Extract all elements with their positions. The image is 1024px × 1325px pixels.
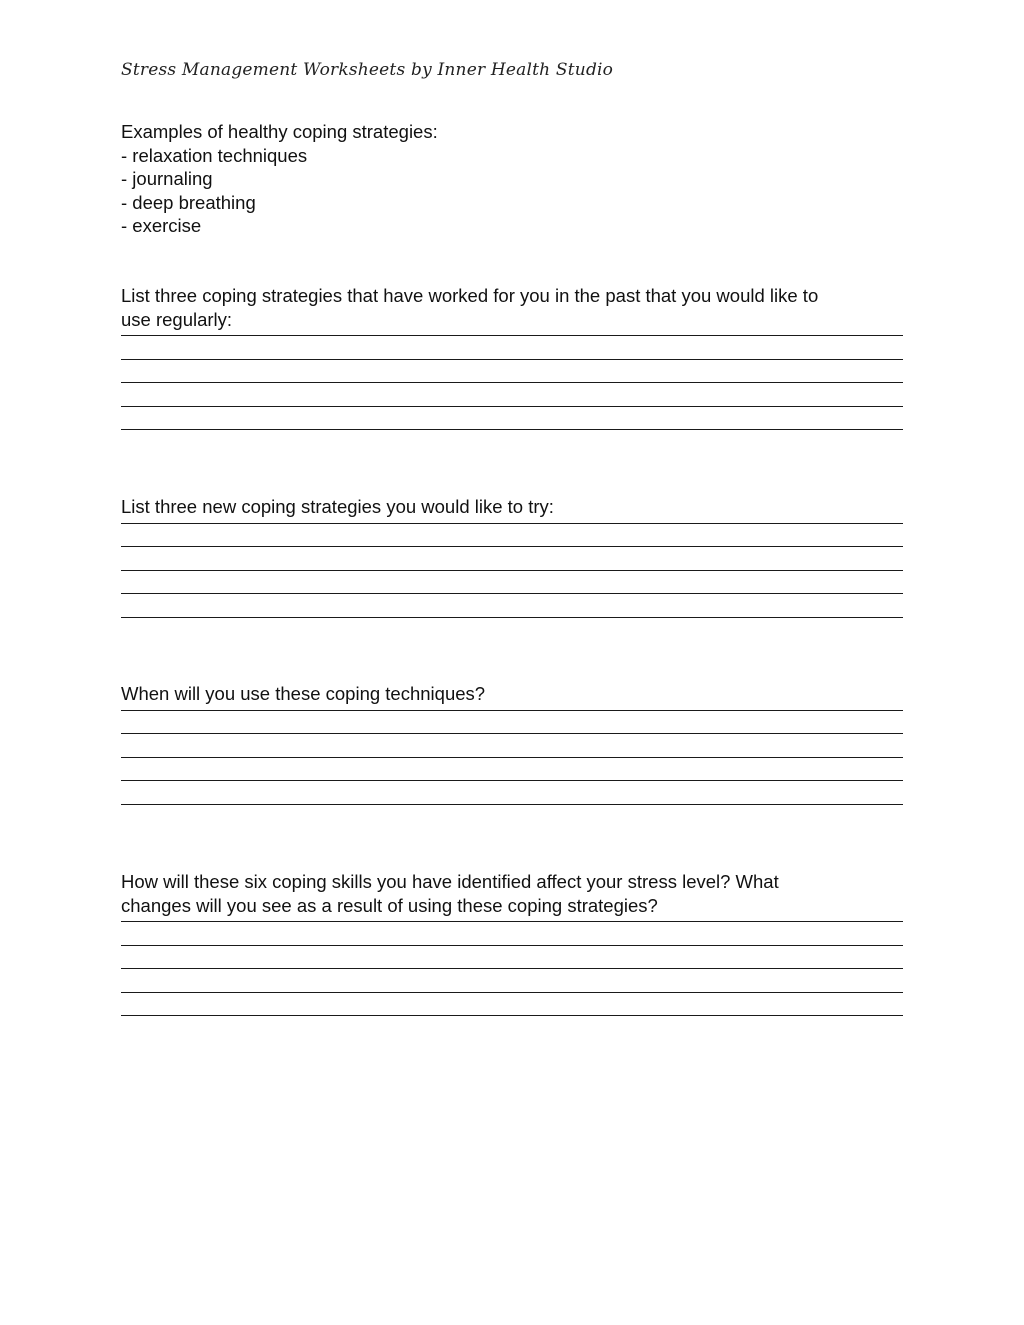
- question-1-answer-lines[interactable]: [121, 331, 903, 430]
- worksheet-header: Stress Management Worksheets by Inner Health Studio: [121, 60, 614, 80]
- question-3-prompt: [121, 682, 903, 706]
- answer-line[interactable]: [121, 758, 903, 782]
- question-2-prompt-line-1: List three new coping strategies you would like to try:: [121, 496, 554, 517]
- answer-line[interactable]: [121, 407, 903, 431]
- answer-line[interactable]: [121, 571, 903, 595]
- answer-line[interactable]: [121, 336, 903, 360]
- question-4-prompt: [121, 870, 903, 917]
- question-1-prompt-line-1: List three coping strategies that have worked for you in the past that you would like to: [121, 285, 819, 306]
- answer-line[interactable]: [121, 711, 903, 735]
- answer-line[interactable]: [121, 781, 903, 805]
- answer-line[interactable]: [121, 922, 903, 946]
- question-4-prompt-line-1: How will these six coping skills you have identified affect your stress level? What: [121, 871, 779, 892]
- answer-line[interactable]: [121, 734, 903, 758]
- answer-line[interactable]: [121, 594, 903, 618]
- question-2-answer-lines[interactable]: [121, 519, 903, 618]
- question-4-prompt-line-2: changes will you see as a result of using these coping strategies?: [121, 894, 658, 916]
- answer-line[interactable]: [121, 547, 903, 571]
- answer-line[interactable]: [121, 969, 903, 993]
- example-item: - journaling: [121, 168, 213, 189]
- answer-line[interactable]: [121, 383, 903, 407]
- question-1-section: [121, 284, 903, 430]
- question-2-prompt: [121, 495, 903, 519]
- answer-line[interactable]: [121, 993, 903, 1017]
- answer-line[interactable]: [121, 524, 903, 548]
- question-2-section: [121, 495, 903, 618]
- question-3-section: [121, 682, 903, 805]
- example-item: - deep breathing: [121, 191, 256, 213]
- question-4-section: [121, 870, 903, 1016]
- example-item: - relaxation techniques: [121, 144, 308, 166]
- question-1-prompt-line-2: use regularly:: [121, 308, 233, 330]
- examples-section: [121, 120, 903, 238]
- example-item: - exercise: [121, 215, 202, 236]
- answer-line[interactable]: [121, 360, 903, 384]
- question-1-prompt: [121, 284, 903, 331]
- question-3-answer-lines[interactable]: [121, 706, 903, 805]
- question-3-prompt-line-1: When will you use these coping techniques?: [121, 683, 486, 704]
- answer-line[interactable]: [121, 946, 903, 970]
- examples-heading: Examples of healthy coping strategies:: [121, 121, 438, 142]
- question-4-answer-lines[interactable]: [121, 917, 903, 1016]
